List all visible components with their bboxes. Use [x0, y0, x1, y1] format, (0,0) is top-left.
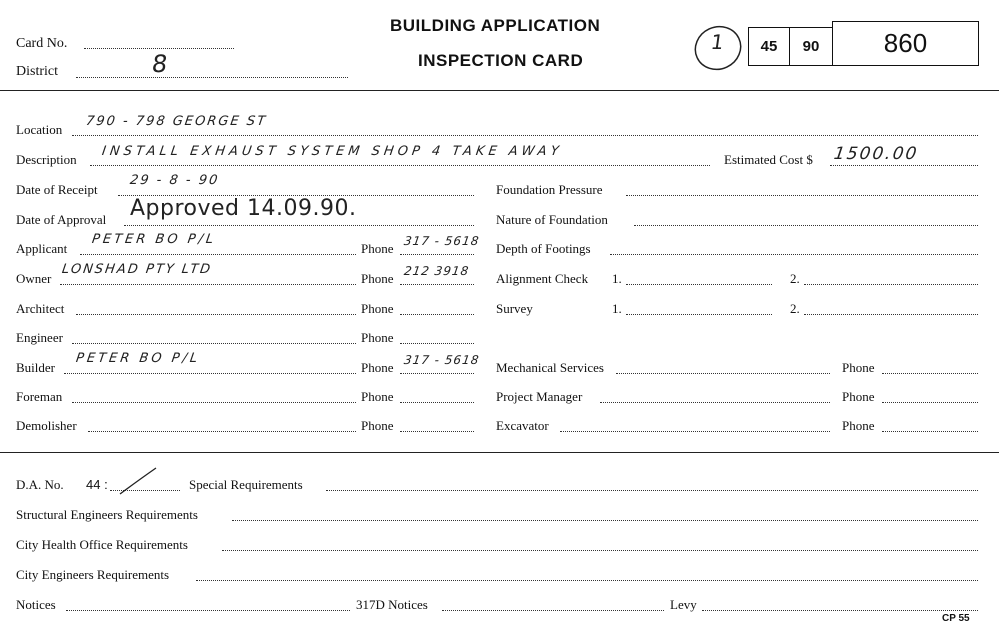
alignment-check-label: Alignment Check	[496, 271, 589, 286]
survey-2-label: 2.	[790, 301, 800, 316]
date-of-approval-field	[124, 225, 474, 226]
notices-field	[66, 610, 350, 611]
architect-field	[76, 314, 356, 315]
survey-label: Survey	[496, 301, 533, 316]
applicant-phone-value: 317 - 5618	[403, 234, 481, 248]
date-of-receipt-value: 29 - 8 - 90	[128, 173, 221, 188]
circled-number: 1	[709, 30, 726, 54]
date-of-approval-value: Approved 14.09.90.	[130, 196, 357, 221]
structural-engineers-field	[232, 520, 978, 521]
foreman-phone-field	[400, 402, 474, 403]
engineer-label: Engineer	[16, 330, 63, 345]
project-manager-phone-label: Phone	[842, 389, 875, 404]
engineer-phone-field	[400, 343, 474, 344]
engineer-phone-label: Phone	[361, 330, 394, 345]
applicant-label: Applicant	[16, 241, 68, 256]
alignment-check-1-label: 1.	[612, 271, 622, 286]
excavator-label: Excavator	[496, 418, 549, 433]
title-line1: BUILDING APPLICATION	[390, 16, 601, 35]
mechanical-services-label: Mechanical Services	[496, 360, 604, 375]
demolisher-label: Demolisher	[16, 418, 77, 433]
city-engineers-label: City Engineers Requirements	[16, 567, 170, 582]
estimated-cost-value: 1500.00	[832, 144, 920, 164]
builder-phone-field	[400, 373, 474, 374]
project-manager-field	[600, 402, 830, 403]
code-box-2: 90	[789, 27, 833, 66]
owner-field	[60, 284, 356, 285]
owner-phone-value: 212 3918	[403, 264, 471, 278]
project-manager-phone-field	[882, 402, 978, 403]
applicant-value: PETER BO P/L	[90, 232, 218, 247]
depth-of-footings-field	[610, 254, 978, 255]
survey-2-field	[804, 314, 978, 315]
excavator-phone-field	[882, 431, 978, 432]
excavator-field	[560, 431, 830, 432]
notices-317d-field	[442, 610, 664, 611]
section-divider	[0, 452, 999, 453]
project-manager-label: Project Manager	[496, 389, 583, 404]
date-of-approval-label: Date of Approval	[16, 212, 107, 227]
district-field	[76, 77, 348, 78]
title-line2: INSPECTION CARD	[418, 51, 584, 70]
city-health-field	[222, 550, 978, 551]
applicant-phone-field	[400, 254, 474, 255]
architect-phone-field	[400, 314, 474, 315]
foundation-pressure-label: Foundation Pressure	[496, 182, 603, 197]
applicant-phone-label: Phone	[361, 241, 394, 256]
alignment-check-2-label: 2.	[790, 271, 800, 286]
location-field	[72, 135, 978, 136]
city-health-label: City Health Office Requirements	[16, 537, 188, 552]
special-requirements-label: Special Requirements	[189, 477, 303, 492]
builder-phone-label: Phone	[361, 360, 394, 375]
notices-label: Notices	[16, 597, 56, 612]
survey-1-label: 1.	[612, 301, 622, 316]
builder-phone-value: 317 - 5618	[403, 353, 481, 367]
alignment-check-1-field	[626, 284, 772, 285]
builder-label: Builder	[16, 360, 55, 375]
code-box-1: 45	[748, 27, 790, 66]
special-requirements-field	[326, 490, 978, 491]
alignment-check-2-field	[804, 284, 978, 285]
date-of-receipt-label: Date of Receipt	[16, 182, 98, 197]
description-value: INSTALL EXHAUST SYSTEM SHOP 4 TAKE AWAY	[100, 144, 564, 159]
demolisher-phone-label: Phone	[361, 418, 394, 433]
depth-of-footings-label: Depth of Footings	[496, 241, 591, 256]
architect-label: Architect	[16, 301, 65, 316]
notices-317d-label: 317D Notices	[356, 597, 428, 612]
owner-value: LONSHAD PTY LTD	[60, 262, 214, 277]
architect-phone-label: Phone	[361, 301, 394, 316]
owner-phone-field	[400, 284, 474, 285]
district-value: 8	[150, 50, 170, 78]
foreman-phone-label: Phone	[361, 389, 394, 404]
da-slash-mark-icon	[118, 466, 158, 496]
survey-1-field	[626, 314, 772, 315]
district-label: District	[16, 64, 58, 79]
card-no-label: Card No.	[16, 36, 68, 51]
levy-label: Levy	[670, 597, 697, 612]
code-box-3: 860	[832, 21, 979, 66]
nature-of-foundation-field	[634, 225, 978, 226]
estimated-cost-field	[830, 165, 978, 166]
owner-label: Owner	[16, 271, 52, 286]
mechanical-phone-field	[882, 373, 978, 374]
builder-value: PETER BO P/L	[74, 351, 202, 366]
location-value: 790 - 798 GEORGE ST	[84, 114, 268, 129]
estimated-cost-label: Estimated Cost $	[724, 152, 813, 167]
demolisher-phone-field	[400, 431, 474, 432]
engineer-field	[72, 343, 356, 344]
demolisher-field	[88, 431, 356, 432]
structural-engineers-label: Structural Engineers Requirements	[16, 507, 198, 522]
foreman-field	[72, 402, 356, 403]
form-code: CP 55	[942, 613, 970, 624]
card-no-field	[84, 48, 234, 49]
foreman-label: Foreman	[16, 389, 63, 404]
mechanical-services-field	[616, 373, 830, 374]
da-no-label: D.A. No.	[16, 477, 64, 492]
nature-of-foundation-label: Nature of Foundation	[496, 212, 608, 227]
description-label: Description	[16, 152, 77, 167]
mechanical-phone-label: Phone	[842, 360, 875, 375]
applicant-field	[80, 254, 356, 255]
city-engineers-field	[196, 580, 978, 581]
header-divider	[0, 90, 999, 91]
location-label: Location	[16, 122, 63, 137]
foundation-pressure-field	[626, 195, 978, 196]
levy-field	[702, 610, 978, 611]
builder-field	[64, 373, 356, 374]
owner-phone-label: Phone	[361, 271, 394, 286]
da-no-value: 44 :	[86, 477, 108, 492]
description-field	[90, 165, 710, 166]
excavator-phone-label: Phone	[842, 418, 875, 433]
